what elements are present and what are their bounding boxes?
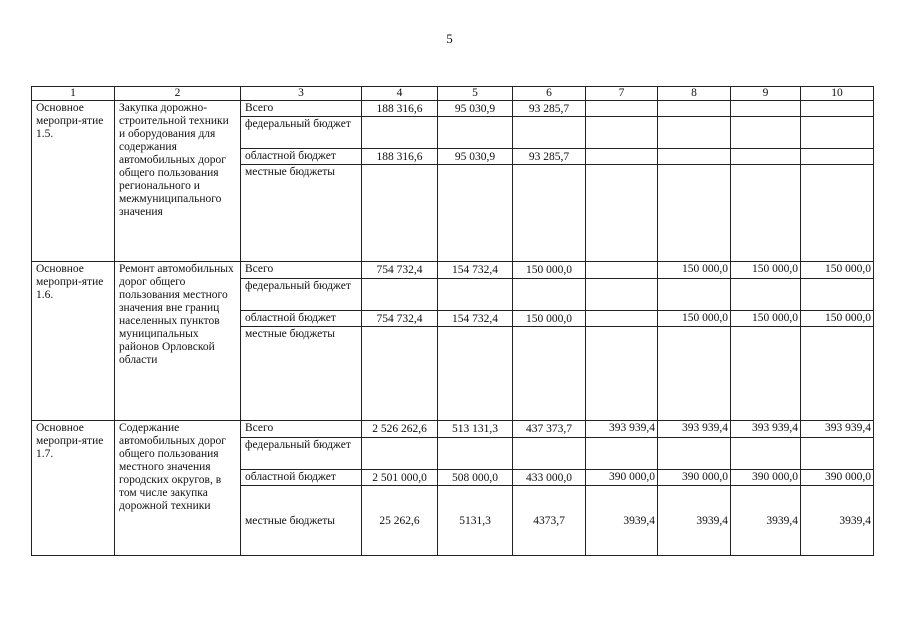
- value-cell: [801, 117, 874, 149]
- value-cell: 754 732,4: [362, 311, 438, 327]
- value-cell: [362, 279, 438, 311]
- value-cell: 508 000,0: [438, 470, 513, 486]
- value-cell: [586, 279, 658, 311]
- value-cell: 513 131,3: [438, 421, 513, 438]
- funding-source: областной бюджет: [241, 149, 362, 165]
- header-cell: 8: [658, 87, 731, 101]
- measure-code: Основное меропри-ятие 1.5.: [32, 101, 115, 262]
- value-cell: 390 000,0: [586, 470, 658, 486]
- funding-source: областной бюджет: [241, 311, 362, 327]
- value-cell: [438, 327, 513, 421]
- value-cell: [362, 438, 438, 470]
- value-cell: 4373,7: [513, 486, 586, 556]
- value-cell: [586, 165, 658, 262]
- value-cell: 150 000,0: [513, 311, 586, 327]
- funding-source: Всего: [241, 421, 362, 438]
- funding-source: местные бюджеты: [241, 165, 362, 262]
- value-cell: [438, 165, 513, 262]
- header-cell: 10: [801, 87, 874, 101]
- value-cell: 393 939,4: [731, 421, 801, 438]
- table-header-row: [32, 87, 874, 101]
- header-cell: 1: [32, 87, 115, 101]
- value-cell: [586, 149, 658, 165]
- header-cell: 3: [241, 87, 362, 101]
- header-cell: 2: [115, 87, 241, 101]
- value-cell: [658, 101, 731, 117]
- header-cell: 5: [438, 87, 513, 101]
- value-cell: 433 000,0: [513, 470, 586, 486]
- value-cell: [513, 165, 586, 262]
- value-cell: [586, 327, 658, 421]
- funding-source: Всего: [241, 101, 362, 117]
- value-cell: [658, 165, 731, 262]
- value-cell: 154 732,4: [438, 262, 513, 279]
- value-cell: 3939,4: [586, 486, 658, 556]
- value-cell: 390 000,0: [731, 470, 801, 486]
- value-cell: 393 939,4: [658, 421, 731, 438]
- funding-source: федеральный бюджет: [241, 438, 362, 470]
- value-cell: 93 285,7: [513, 101, 586, 117]
- budget-table: [31, 86, 874, 556]
- value-cell: 437 373,7: [513, 421, 586, 438]
- funding-source: областной бюджет: [241, 470, 362, 486]
- value-cell: [658, 279, 731, 311]
- value-cell: 150 000,0: [658, 311, 731, 327]
- header-cell: 4: [362, 87, 438, 101]
- value-cell: 93 285,7: [513, 149, 586, 165]
- value-cell: 754 732,4: [362, 262, 438, 279]
- value-cell: 3939,4: [658, 486, 731, 556]
- value-cell: [658, 438, 731, 470]
- value-cell: [801, 149, 874, 165]
- value-cell: 188 316,6: [362, 149, 438, 165]
- funding-source: Всего: [241, 262, 362, 279]
- value-cell: [801, 165, 874, 262]
- value-cell: [731, 101, 801, 117]
- value-cell: 2 526 262,6: [362, 421, 438, 438]
- value-cell: [658, 327, 731, 421]
- header-cell: 9: [731, 87, 801, 101]
- value-cell: [658, 149, 731, 165]
- value-cell: [586, 262, 658, 279]
- value-cell: [731, 279, 801, 311]
- measure-code: Основное меропри-ятие 1.6.: [32, 262, 115, 421]
- header-cell: 7: [586, 87, 658, 101]
- value-cell: [513, 279, 586, 311]
- value-cell: 188 316,6: [362, 101, 438, 117]
- funding-source: местные бюджеты: [241, 486, 362, 556]
- value-cell: 150 000,0: [658, 262, 731, 279]
- value-cell: [362, 117, 438, 149]
- measure-code: Основное меропри-ятие 1.7.: [32, 421, 115, 556]
- value-cell: [658, 117, 731, 149]
- table-row: [32, 421, 874, 438]
- value-cell: [801, 438, 874, 470]
- value-cell: 393 939,4: [801, 421, 874, 438]
- measure-name: Закупка дорожно-строительной техники и оборудования для содержания автомобильных дорог общего пользования регионального и межмуниципального значения: [115, 101, 241, 262]
- value-cell: 150 000,0: [801, 262, 874, 279]
- value-cell: [438, 279, 513, 311]
- value-cell: [801, 101, 874, 117]
- funding-source: федеральный бюджет: [241, 279, 362, 311]
- value-cell: 3939,4: [801, 486, 874, 556]
- value-cell: [513, 117, 586, 149]
- value-cell: [586, 438, 658, 470]
- value-cell: 154 732,4: [438, 311, 513, 327]
- value-cell: 3939,4: [731, 486, 801, 556]
- value-cell: [801, 327, 874, 421]
- value-cell: [586, 311, 658, 327]
- value-cell: 393 939,4: [586, 421, 658, 438]
- value-cell: [586, 117, 658, 149]
- value-cell: [362, 327, 438, 421]
- value-cell: [438, 117, 513, 149]
- value-cell: 150 000,0: [731, 311, 801, 327]
- value-cell: 150 000,0: [801, 311, 874, 327]
- value-cell: 25 262,6: [362, 486, 438, 556]
- value-cell: [513, 327, 586, 421]
- value-cell: 5131,3: [438, 486, 513, 556]
- value-cell: 2 501 000,0: [362, 470, 438, 486]
- value-cell: [513, 438, 586, 470]
- value-cell: [731, 438, 801, 470]
- measure-name: Содержание автомобильных дорог общего пользования местного значения городских округов, в том числе закупка дорожной техники: [115, 421, 241, 556]
- value-cell: [362, 165, 438, 262]
- table-row: [32, 262, 874, 279]
- value-cell: 390 000,0: [658, 470, 731, 486]
- header-cell: 6: [513, 87, 586, 101]
- value-cell: [801, 279, 874, 311]
- page-number: 5: [446, 31, 453, 46]
- value-cell: 95 030,9: [438, 149, 513, 165]
- value-cell: 390 000,0: [801, 470, 874, 486]
- value-cell: 150 000,0: [513, 262, 586, 279]
- value-cell: [731, 149, 801, 165]
- value-cell: [586, 101, 658, 117]
- table-row: [32, 101, 874, 117]
- value-cell: [731, 327, 801, 421]
- measure-name: Ремонт автомобильных дорог общего пользования местного значения вне границ населенных пунктов муниципальных районов Орловской области: [115, 262, 241, 421]
- value-cell: 95 030,9: [438, 101, 513, 117]
- value-cell: 150 000,0: [731, 262, 801, 279]
- funding-source: местные бюджеты: [241, 327, 362, 421]
- value-cell: [731, 165, 801, 262]
- funding-source: федеральный бюджет: [241, 117, 362, 149]
- value-cell: [731, 117, 801, 149]
- value-cell: [438, 438, 513, 470]
